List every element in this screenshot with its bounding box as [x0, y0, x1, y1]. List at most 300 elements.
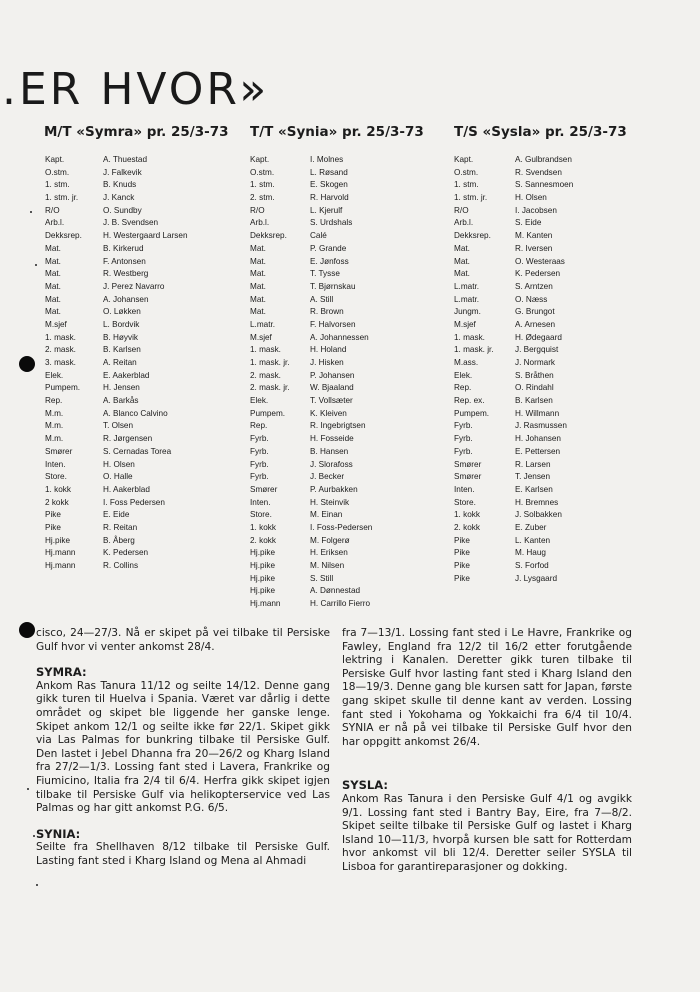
crew-row: [454, 281, 627, 294]
ship-column-symra: [44, 124, 229, 573]
crew-row: [250, 294, 424, 307]
crew-row: [44, 535, 229, 548]
crew-role: Fyrb.: [250, 434, 269, 444]
crew-name: T. Bjørnskau: [310, 281, 356, 291]
ship-column-sysla: [454, 124, 627, 585]
crew-name: I. Molnes: [310, 155, 344, 164]
crew-list-synia: [250, 154, 424, 611]
crew-role: Pike: [45, 510, 61, 520]
scan-speck: [36, 884, 38, 886]
crew-name: A. Thuestad: [103, 155, 147, 164]
crew-row: [44, 332, 229, 345]
crew-name: T. Tysse: [310, 269, 340, 279]
crew-name: S. Eide: [515, 218, 542, 228]
crew-role: M.m.: [45, 434, 64, 444]
crew-row: [44, 357, 229, 370]
page-title: .ER HVOR»: [2, 64, 270, 115]
crew-row: [250, 167, 424, 180]
crew-row: [44, 154, 229, 167]
crew-name: Calé: [310, 231, 327, 241]
crew-row: [454, 344, 627, 357]
crew-row: [250, 217, 424, 230]
crew-name: R. Iversen: [515, 243, 553, 253]
crew-name: T. Olsen: [103, 421, 134, 431]
crew-row: [250, 192, 424, 205]
crew-name: S. Sannesmoen: [515, 180, 574, 190]
crew-name: I. Jacobsen: [515, 205, 557, 215]
crew-row: [454, 357, 627, 370]
crew-row: [250, 598, 424, 611]
crew-row: [44, 408, 229, 421]
crew-role: Pumpem.: [454, 408, 490, 418]
crew-role: 1. stm.: [45, 180, 70, 190]
crew-name: A. Dønnestad: [310, 586, 361, 596]
crew-role: Pumpem.: [45, 383, 81, 393]
crew-role: Hj.mann: [45, 561, 76, 570]
punch-hole-mark: [19, 356, 35, 372]
crew-name: J. Slorafoss: [310, 459, 353, 469]
crew-role: Mat.: [250, 269, 266, 279]
crew-role: Mat.: [45, 281, 61, 291]
crew-role: Fyrb.: [454, 446, 473, 456]
crew-role: Jungm.: [454, 307, 481, 317]
crew-row: [44, 370, 229, 383]
crew-row: [454, 408, 627, 421]
crew-row: [454, 382, 627, 395]
crew-row: [44, 484, 229, 497]
crew-name: O. Westeraas: [515, 256, 565, 266]
crew-row: [250, 446, 424, 459]
crew-role: M.sjef: [45, 319, 67, 329]
ship-column-synia: [250, 124, 424, 611]
crew-role: 1. stm. jr.: [454, 193, 488, 203]
crew-row: [44, 167, 229, 180]
crew-role: Arb.l.: [250, 218, 270, 228]
crew-role: Hj.pike: [250, 586, 276, 596]
crew-row: [44, 382, 229, 395]
crew-role: Pike: [454, 535, 470, 545]
crew-name: R. Jørgensen: [103, 434, 153, 444]
crew-row: [44, 230, 229, 243]
crew-role: Mat.: [250, 307, 266, 317]
crew-role: 3. mask.: [45, 358, 76, 367]
crew-name: B. Hansen: [310, 446, 349, 456]
crew-role: Rep.: [250, 421, 268, 431]
crew-role: Store.: [250, 510, 272, 520]
crew-name: S. Urdshals: [310, 218, 353, 228]
crew-name: S. Arntzen: [515, 281, 553, 291]
crew-name: L. Kjerulf: [310, 205, 343, 215]
crew-row: [250, 382, 424, 395]
crew-role: Hj.pike: [250, 561, 276, 570]
section-heading-symra: SYMRA:: [36, 665, 87, 680]
crew-role: Pumpem.: [250, 408, 286, 418]
crew-name: E. Zuber: [515, 522, 547, 532]
crew-role: 2. kokk: [454, 522, 480, 532]
crew-row: [44, 522, 229, 535]
crew-name: H. Willmann: [515, 408, 560, 418]
crew-row: [250, 585, 424, 598]
crew-name: L. Kanten: [515, 535, 551, 545]
crew-name: H. Carrillo Fierro: [310, 599, 371, 609]
crew-role: Hj.pike: [250, 548, 276, 558]
crew-name: O. Rindahl: [515, 383, 554, 393]
crew-role: Hj.mann: [250, 599, 281, 609]
scan-speck: [33, 835, 35, 837]
crew-name: E. Jønfoss: [310, 256, 349, 266]
crew-list-symra: [44, 154, 229, 573]
crew-name: M. Nilsen: [310, 561, 345, 570]
crew-role: Inten.: [250, 497, 271, 507]
crew-role: Kapt.: [250, 155, 270, 164]
crew-role: Elek.: [45, 370, 64, 380]
crew-role: O.stm.: [45, 167, 70, 177]
crew-role: Smører: [454, 459, 482, 469]
crew-role: 2. stm.: [250, 193, 275, 203]
crew-role: L.matr.: [250, 319, 276, 329]
crew-row: [454, 192, 627, 205]
crew-name: E. Pettersen: [515, 446, 561, 456]
crew-row: [250, 256, 424, 269]
crew-name: J. Lysgaard: [515, 573, 558, 583]
crew-row: [250, 319, 424, 332]
crew-role: 1. stm. jr.: [45, 193, 79, 203]
crew-name: R. Reitan: [103, 522, 138, 532]
crew-row: [454, 319, 627, 332]
crew-row: [250, 547, 424, 560]
crew-name: S. Still: [310, 573, 334, 583]
crew-row: [454, 573, 627, 586]
crew-name: J. Solbakken: [515, 510, 562, 520]
scan-speck: [35, 264, 37, 266]
crew-role: 1. kokk: [250, 522, 276, 532]
crew-row: [44, 319, 229, 332]
punch-hole-mark: [19, 622, 35, 638]
crew-role: Smører: [454, 472, 482, 482]
crew-role: Pike: [454, 573, 470, 583]
crew-role: Rep.: [45, 396, 63, 406]
crew-row: [250, 509, 424, 522]
crew-row: [454, 535, 627, 548]
crew-name: E. Aakerblad: [103, 370, 150, 380]
crew-role: Pike: [454, 561, 470, 570]
crew-name: H. Johansen: [515, 434, 561, 444]
section-text-sysla: Ankom Ras Tanura i den Persiske Gulf 4/1 og avgikk 9/1. Lossing fant sted i Bantry Bay, Eire, fra 7—8/2. Skipet seilte tilbake til Persiske Gulf og lastet i Kharg Island 10—11/3, hvorpå kursen ble satt for Rotterdam hvor ankomst vil bli 12/4. Deretter seiler SYSLA til Lisboa for garantireparasjoner og dokking.: [342, 792, 632, 873]
crew-name: G. Brungot: [515, 307, 555, 317]
crew-role: 1. stm.: [454, 180, 479, 190]
crew-row: [250, 459, 424, 472]
crew-role: Mat.: [454, 269, 470, 279]
crew-row: [44, 433, 229, 446]
crew-row: [250, 395, 424, 408]
crew-name: S. Bråthen: [515, 370, 554, 380]
section-heading-sysla: SYSLA:: [342, 778, 388, 793]
crew-row: [454, 446, 627, 459]
crew-row: [454, 268, 627, 281]
crew-role: Mat.: [250, 294, 266, 304]
crew-row: [250, 433, 424, 446]
crew-name: H. Fosseide: [310, 434, 354, 444]
crew-name: M. Haug: [515, 548, 546, 558]
crew-role: Mat.: [45, 256, 61, 266]
crew-role: Pike: [45, 522, 61, 532]
crew-name: H. Bremnes: [515, 497, 559, 507]
crew-row: [454, 433, 627, 446]
crew-role: Kapt.: [454, 155, 474, 164]
crew-name: B. Kirkerud: [103, 243, 144, 253]
crew-name: M. Einan: [310, 510, 343, 520]
crew-role: Elek.: [250, 396, 269, 406]
crew-name: O. Halle: [103, 472, 133, 482]
crew-name: K. Kleiven: [310, 408, 347, 418]
crew-row: [44, 471, 229, 484]
crew-name: A. Johannessen: [310, 332, 369, 342]
crew-role: Smører: [45, 446, 73, 456]
crew-name: J. Becker: [310, 472, 345, 482]
crew-row: [454, 522, 627, 535]
crew-row: [44, 205, 229, 218]
crew-row: [250, 205, 424, 218]
crew-role: 2. mask.: [250, 370, 281, 380]
crew-name: P. Grande: [310, 243, 347, 253]
crew-row: [44, 560, 229, 573]
crew-row: [454, 217, 627, 230]
crew-row: [44, 420, 229, 433]
crew-role: Elek.: [454, 370, 473, 380]
crew-role: Store.: [454, 497, 476, 507]
crew-row: [250, 179, 424, 192]
crew-row: [44, 294, 229, 307]
crew-row: [250, 471, 424, 484]
crew-row: [454, 509, 627, 522]
crew-row: [44, 243, 229, 256]
crew-role: 1. mask.: [250, 345, 281, 355]
crew-row: [44, 395, 229, 408]
crew-row: [250, 484, 424, 497]
crew-role: O.stm.: [250, 167, 275, 177]
crew-name: A. Still: [310, 294, 334, 304]
crew-role: Mat.: [250, 256, 266, 266]
ship-heading-sysla: T/S «Sysla» pr. 25/3-73: [454, 124, 627, 140]
crew-name: P. Johansen: [310, 370, 355, 380]
crew-name: A. Reitan: [103, 358, 137, 367]
crew-row: [250, 370, 424, 383]
crew-role: 1. mask. jr.: [454, 345, 494, 355]
crew-name: E. Eide: [103, 510, 130, 520]
article-left-column: [36, 627, 330, 869]
crew-role: Mat.: [454, 256, 470, 266]
crew-role: Fyrb.: [454, 421, 473, 431]
crew-name: B. Åberg: [103, 535, 135, 545]
crew-role: Inten.: [45, 459, 66, 469]
crew-role: Fyrb.: [250, 446, 269, 456]
ship-heading-synia: T/T «Synia» pr. 25/3-73: [250, 124, 424, 140]
crew-role: Mat.: [45, 307, 61, 317]
section-text-symra: Ankom Ras Tanura 11/12 og seilte 14/12. Denne gang gikk turen til Huelva i Spania. Været var dårlig i dette området og skipet ble liggende her ganske lenge. Skipet ankom 12/1 og seilte ikke før 22/1. Skipet gikk via Las Palmas for bunkring tilbake til Persiske Gulf. Den lastet i Jebel Dhanna fra 20—26/2 og Kharg Island fra 27/2—1/3. Lossing fant sted i Lavera, Frankrike og Fiumicino, Italia fra 2/4 til 6/4. Herfra gikk skipet igjen tilbake til Persiske Gulf via helikopterservice ved Las Palmas og har gitt ankomst P.G. 6/5.: [36, 679, 330, 815]
crew-name: M. Folgerø: [310, 535, 350, 545]
crew-name: O. Løkken: [103, 307, 141, 317]
crew-row: [250, 560, 424, 573]
crew-role: R/O: [45, 205, 60, 215]
crew-row: [454, 471, 627, 484]
crew-row: [250, 154, 424, 167]
crew-name: R. Larsen: [515, 459, 551, 469]
crew-name: B. Karlsen: [103, 345, 141, 355]
crew-name: K. Pedersen: [103, 548, 149, 558]
crew-row: [454, 179, 627, 192]
crew-row: [44, 217, 229, 230]
crew-role: 1. stm.: [250, 180, 275, 190]
crew-role: Dekksrep.: [250, 231, 287, 241]
scan-speck: [30, 211, 32, 213]
crew-name: J. Hisken: [310, 358, 344, 367]
crew-row: [454, 154, 627, 167]
crew-role: Mat.: [45, 269, 61, 279]
crew-row: [454, 243, 627, 256]
crew-name: A. Barkås: [103, 396, 139, 406]
crew-role: Pike: [454, 548, 470, 558]
crew-name: R. Brown: [310, 307, 344, 317]
crew-role: 1. mask.: [45, 332, 76, 342]
crew-role: Hj.pike: [250, 573, 276, 583]
crew-row: [44, 192, 229, 205]
crew-role: R/O: [454, 205, 469, 215]
crew-name: B. Karlsen: [515, 396, 553, 406]
crew-name: B. Høyvik: [103, 332, 139, 342]
crew-row: [454, 484, 627, 497]
crew-name: S. Cernadas Torea: [103, 446, 172, 456]
crew-name: S. Forfod: [515, 561, 549, 570]
crew-name: T. Vollsæter: [310, 396, 353, 406]
crew-name: H. Olsen: [515, 193, 547, 203]
crew-role: Dekksrep.: [45, 231, 82, 241]
crew-row: [454, 256, 627, 269]
crew-role: Hj.pike: [45, 535, 71, 545]
crew-role: 2. kokk: [250, 535, 276, 545]
crew-name: R. Harvold: [310, 193, 349, 203]
crew-name: A. Blanco Calvino: [103, 408, 168, 418]
crew-row: [250, 281, 424, 294]
crew-row: [44, 179, 229, 192]
crew-row: [250, 268, 424, 281]
section-text-synia-continued: fra 7—13/1. Lossing fant sted i Le Havre, Frankrike og Fawley, England fra 12/2 til 16/2 etter forutgående lektring i Kanalen. Deretter gikk turen tilbake til Persiske Gulf hvor lasting fant sted i Kharg Island den 18—19/3. Denne gang ble kursen satt for Japan, første gang skipet skulle til denne kant av verden. Lossing fant sted i Yokohama og Yokkaichi fra 6/4 til 10/4. SYNIA er nå på vei tilbake til Persiske Gulf hvor den har oppgitt ankomst 26/4.: [342, 627, 632, 748]
crew-name: J. Falkevik: [103, 167, 142, 177]
crew-name: J. Normark: [515, 358, 556, 367]
crew-row: [454, 459, 627, 472]
crew-role: M.sjef: [250, 332, 272, 342]
crew-name: R. Westberg: [103, 269, 149, 279]
crew-row: [44, 509, 229, 522]
crew-name: E. Skogen: [310, 180, 348, 190]
crew-row: [454, 167, 627, 180]
crew-row: [454, 547, 627, 560]
crew-row: [250, 332, 424, 345]
crew-row: [454, 420, 627, 433]
crew-row: [44, 306, 229, 319]
crew-name: J. Bergquist: [515, 345, 559, 355]
crew-row: [250, 243, 424, 256]
crew-role: Kapt.: [45, 155, 65, 164]
crew-name: I. Foss Pedersen: [103, 497, 165, 507]
crew-name: A. Johansen: [103, 294, 149, 304]
crew-name: F. Halvorsen: [310, 319, 356, 329]
crew-row: [250, 408, 424, 421]
crew-name: R. Ingebrigtsen: [310, 421, 366, 431]
crew-role: Fyrb.: [250, 472, 269, 482]
crew-role: 2. mask. jr.: [250, 383, 290, 393]
crew-role: Dekksrep.: [454, 231, 491, 241]
crew-role: Rep.: [454, 383, 472, 393]
crew-row: [454, 497, 627, 510]
crew-role: Arb.l.: [45, 218, 65, 228]
crew-role: Store.: [45, 472, 67, 482]
crew-row: [44, 344, 229, 357]
crew-row: [44, 281, 229, 294]
scan-speck: [27, 788, 29, 790]
crew-name: J. B. Svendsen: [103, 218, 159, 228]
crew-name: W. Bjaaland: [310, 383, 354, 393]
crew-role: Mat.: [250, 281, 266, 291]
article-intro: cisco, 24—27/3. Nå er skipet på vei tilbake til Persiske Gulf hvor vi venter ankomst 28/4.: [36, 627, 330, 653]
crew-name: J. Kanck: [103, 193, 135, 203]
crew-role: 1. kokk: [45, 484, 71, 494]
crew-row: [250, 420, 424, 433]
crew-name: A. Gulbrandsen: [515, 155, 572, 164]
crew-role: L.matr.: [454, 281, 480, 291]
crew-row: [454, 294, 627, 307]
crew-row: [454, 306, 627, 319]
crew-row: [44, 256, 229, 269]
section-heading-synia: SYNIA:: [36, 826, 81, 841]
crew-name: H. Westergaard Larsen: [103, 231, 188, 241]
crew-row: [250, 230, 424, 243]
crew-row: [250, 357, 424, 370]
crew-list-sysla: [454, 154, 627, 585]
crew-name: H. Eriksen: [310, 548, 348, 558]
crew-row: [44, 547, 229, 560]
crew-name: F. Antonsen: [103, 256, 146, 266]
crew-role: M.ass.: [454, 358, 479, 367]
crew-row: [454, 205, 627, 218]
crew-row: [44, 446, 229, 459]
crew-role: L.matr.: [454, 294, 480, 304]
section-text-synia: Seilte fra Shellhaven 8/12 tilbake til Persiske Gulf. Lasting fant sted i Kharg Island og Mena al Ahmadi: [36, 841, 330, 867]
crew-name: E. Karlsen: [515, 484, 553, 494]
crew-row: [44, 497, 229, 510]
crew-row: [250, 497, 424, 510]
crew-name: A. Arnesen: [515, 319, 556, 329]
crew-name: R. Svendsen: [515, 167, 562, 177]
crew-name: H. Holand: [310, 345, 347, 355]
crew-role: Mat.: [45, 294, 61, 304]
crew-name: P. Aurbakken: [310, 484, 358, 494]
crew-role: 1. kokk: [454, 510, 480, 520]
crew-row: [250, 535, 424, 548]
crew-row: [44, 268, 229, 281]
crew-name: I. Foss-Pedersen: [310, 522, 373, 532]
crew-row: [250, 522, 424, 535]
crew-role: 2. mask.: [45, 345, 76, 355]
crew-role: Smører: [250, 484, 278, 494]
crew-name: H. Steinvik: [310, 497, 350, 507]
crew-role: Fyrb.: [250, 459, 269, 469]
crew-name: L. Bordvik: [103, 319, 140, 329]
crew-role: Fyrb.: [454, 434, 473, 444]
crew-row: [454, 230, 627, 243]
crew-role: Mat.: [250, 243, 266, 253]
crew-role: R/O: [250, 205, 265, 215]
crew-role: Mat.: [454, 243, 470, 253]
